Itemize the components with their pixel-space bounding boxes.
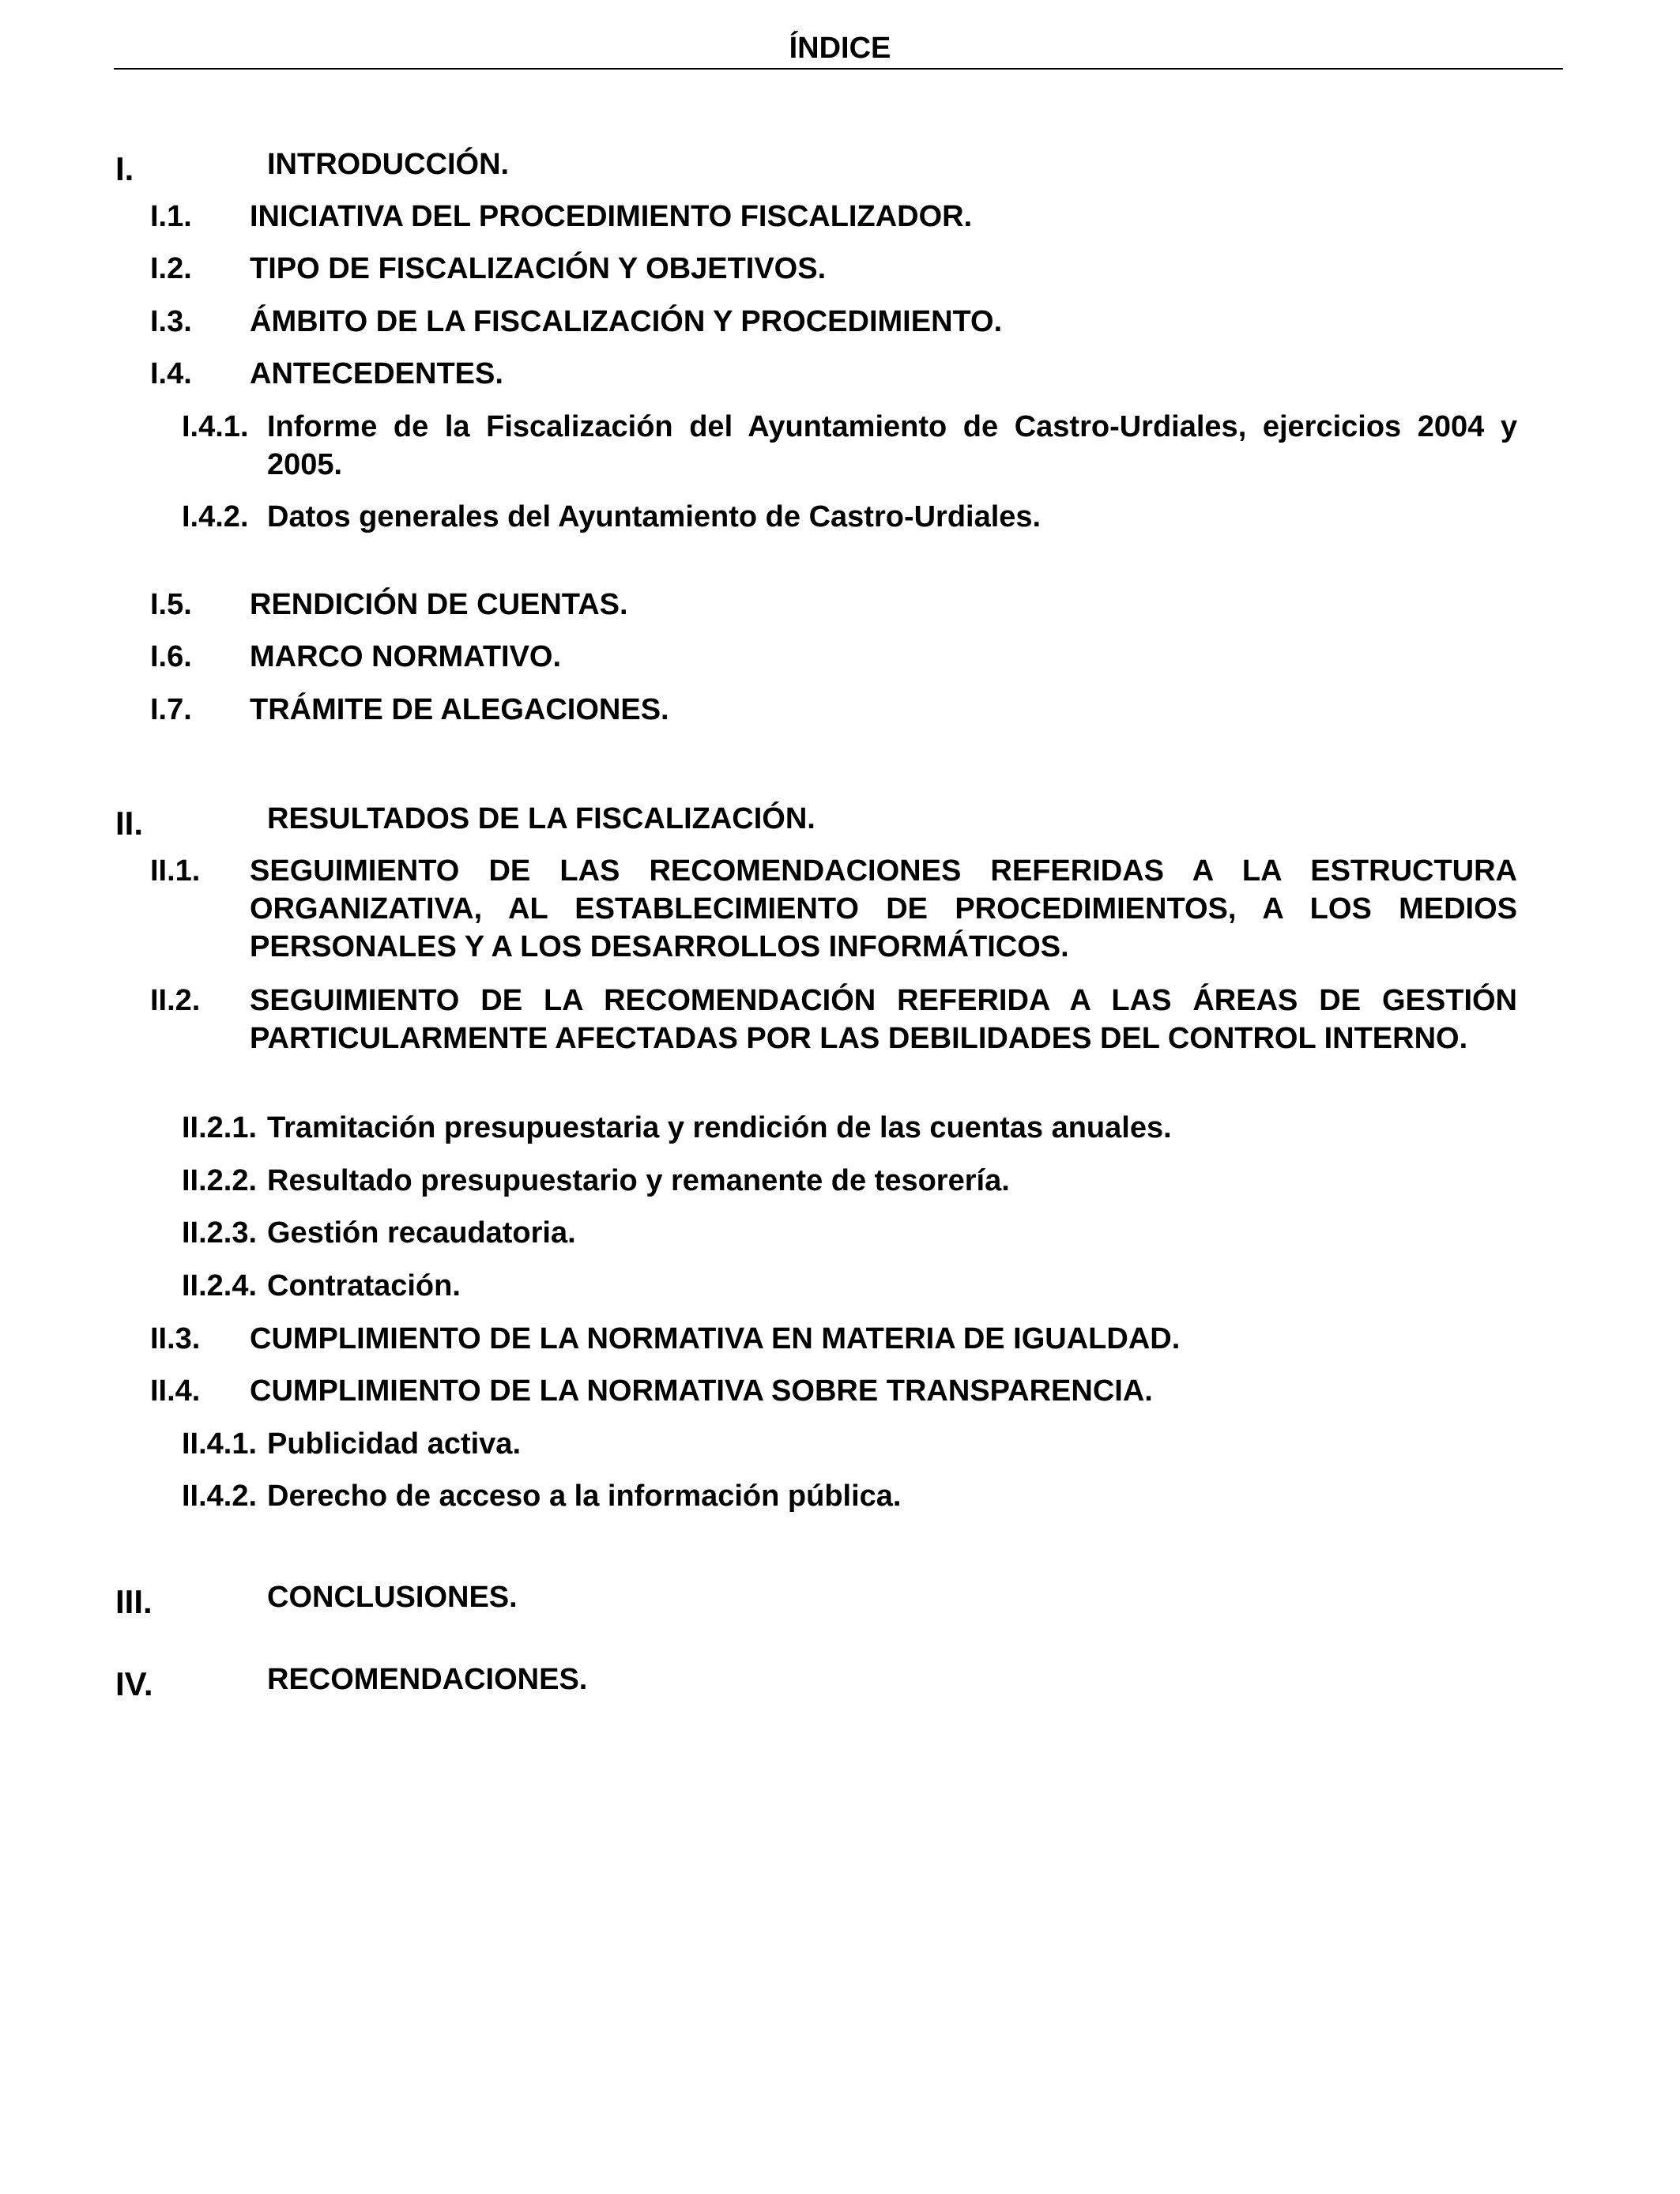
toc-entry-informe-fiscalizacion[interactable] — [182, 408, 1517, 487]
toc-number: II.4. — [150, 1374, 201, 1408]
toc-title: Resultado presupuestario y remanente de tesorería. — [267, 1164, 1010, 1197]
toc-entry-seguimiento-recomendaciones[interactable] — [150, 852, 1517, 971]
toc-title: TRÁMITE DE ALEGACIONES. — [250, 693, 669, 726]
toc-title: TIPO DE FISCALIZACIÓN Y OBJETIVOS. — [250, 252, 827, 285]
toc-number: II.1. — [150, 854, 201, 888]
toc-number: II.4.1. — [182, 1427, 258, 1461]
toc-number: II.4.2. — [182, 1480, 258, 1513]
toc-title: CONCLUSIONES. — [267, 1581, 518, 1614]
toc-number: II. — [115, 805, 144, 842]
toc-number: IV. — [115, 1665, 153, 1702]
toc-title: SEGUIMIENTO DE LAS RECOMENDACIONES REFERIDAS A LA ESTRUCTURA ORGANIZATIVA, AL ESTABLECIMIENTO DE PROCEDIMIENTOS, A LOS MEDIOS PERSONALES Y A LOS DESARROLLOS INFORMÁTICOS. — [250, 854, 1517, 963]
toc-title: ÁMBITO DE LA FISCALIZACIÓN Y PROCEDIMIENTO. — [250, 305, 1003, 338]
toc-title: MARCO NORMATIVO. — [250, 640, 562, 673]
toc-title: SEGUIMIENTO DE LA RECOMENDACIÓN REFERIDA A LAS ÁREAS DE GESTIÓN PARTICULARMENTE AFECTADAS POR LAS DEBILIDADES DEL CONTROL INTERNO. — [250, 984, 1517, 1055]
toc-number: II.2.3. — [182, 1216, 258, 1250]
page-title: ÍNDICE — [789, 32, 891, 65]
toc-number: I.1. — [150, 200, 192, 233]
toc-number: I.4.1. — [182, 410, 249, 443]
toc-entry-seguimiento-recomendacion-areas[interactable] — [150, 982, 1517, 1100]
toc-title: CUMPLIMIENTO DE LA NORMATIVA SOBRE TRANSPARENCIA. — [250, 1374, 1153, 1408]
toc-number: II.3. — [150, 1322, 201, 1355]
toc-title: INICIATIVA DEL PROCEDIMIENTO FISCALIZADOR. — [250, 200, 973, 233]
toc-title: Publicidad activa. — [267, 1427, 521, 1461]
toc-number: II.2.1. — [182, 1111, 258, 1144]
toc-title: Contratación. — [267, 1269, 461, 1302]
toc-title: RESULTADOS DE LA FISCALIZACIÓN. — [267, 802, 816, 835]
toc-title: RENDICIÓN DE CUENTAS. — [250, 588, 628, 621]
toc-title: INTRODUCCIÓN. — [267, 148, 510, 181]
title-divider — [114, 68, 1563, 70]
toc-title: Tramitación presupuestaria y rendición de las cuentas anuales. — [267, 1111, 1172, 1144]
toc-number: I.4.2. — [182, 500, 249, 533]
toc-title: Datos generales del Ayuntamiento de Castro-Urdiales. — [267, 500, 1042, 533]
toc-number: II.2.4. — [182, 1269, 258, 1302]
toc-number: I.3. — [150, 305, 192, 338]
toc-title: Gestión recaudatoria. — [267, 1216, 576, 1250]
toc-title: Derecho de acceso a la información pública. — [267, 1480, 902, 1513]
toc-title: CUMPLIMIENTO DE LA NORMATIVA EN MATERIA DE IGUALDAD. — [250, 1322, 1181, 1355]
toc-number: I.2. — [150, 252, 192, 285]
toc-number: III. — [115, 1583, 153, 1620]
toc-number: I.7. — [150, 693, 192, 726]
toc-title: Informe de la Fiscalización del Ayuntamiento de Castro-Urdiales, ejercicios 2004 y 2005. — [267, 410, 1517, 481]
toc-number: II.2.2. — [182, 1164, 258, 1197]
toc-number: I.6. — [150, 640, 192, 673]
toc-title: RECOMENDACIONES. — [267, 1663, 588, 1696]
toc-number: I.5. — [150, 588, 192, 621]
toc-title: ANTECEDENTES. — [250, 357, 503, 390]
toc-number: II.2. — [150, 984, 201, 1017]
toc-number: I. — [115, 150, 134, 187]
toc-number: I.4. — [150, 357, 192, 390]
